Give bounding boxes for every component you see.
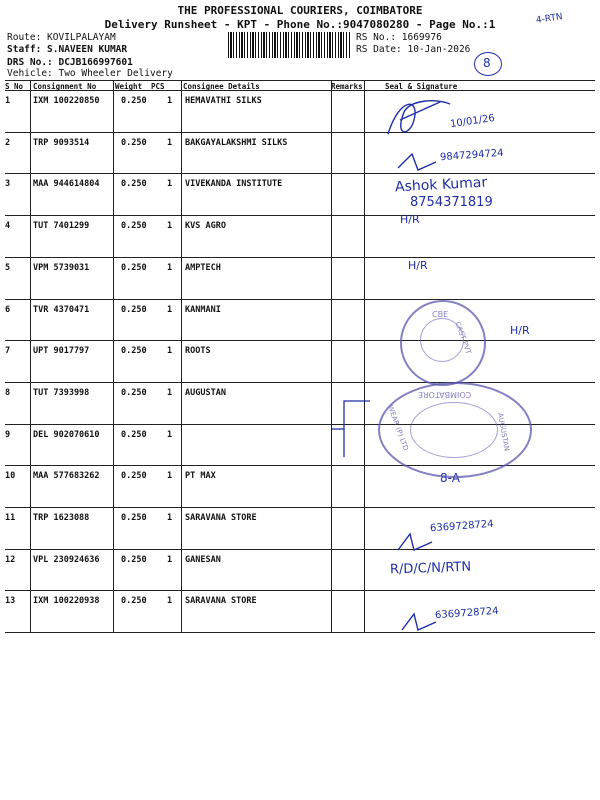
cell-consignee: KANMANI [185,304,221,315]
cell-consignee: SARAVANA STORE [185,596,257,607]
cell-weight: 0.250 [121,221,147,232]
row-divider [5,590,595,591]
cell-weight: 0.250 [121,554,147,565]
cell-consignment: TRP 1623088 [33,513,90,523]
cell-weight: 0.250 [121,346,147,357]
col-header-consignee: Consignee Details [183,82,260,91]
cell-weight: 0.250 [121,304,147,315]
stamp-large-side: AUGUSTAN [496,412,511,452]
cell-weight: 0.250 [121,179,147,190]
cell-consignment: IXM 100220938 [33,596,100,607]
cell-pcs: 1 [167,346,173,357]
cell-weight: 0.250 [121,137,147,148]
cell-consignee: AUGUSTAN [185,387,226,398]
handwritten-note: H/R [510,324,530,338]
handwritten-note: 10/01/26 [449,112,496,131]
cell-consignment: TUT 7393998 [33,387,90,398]
cell-pcs: 1 [167,471,173,482]
cell-consignment: TRP 9093514 [33,137,90,148]
cell-consignment: IXM 100220850 [33,96,100,106]
cell-consignment: DEL 902070610 [33,429,100,440]
cell-pcs: 1 [167,513,173,523]
row-divider [5,257,595,258]
row-divider [5,173,595,174]
row-divider [5,549,595,550]
cell-sno: 5 [5,262,11,273]
signature-scribble [392,148,442,178]
handwritten-note: Ashok Kumar [394,174,488,196]
handwritten-note: H/R [408,258,428,272]
cell-pcs: 1 [167,596,173,607]
runsheet-table [5,80,595,632]
stamp-large-top: COIMBATORE [418,390,472,399]
cell-weight: 0.250 [121,471,147,482]
cell-consignee: VIVEKANDA INSTITUTE [185,179,283,190]
cell-consignee: KVS AGRO [185,221,226,232]
cell-pcs: 1 [167,137,173,148]
barcode [228,32,350,58]
signature-scribble [380,90,460,150]
cell-consignment: TUT 7401299 [33,221,90,232]
col-header-pcs: PCS [151,82,165,91]
handwritten-note: H/R [400,213,420,227]
cell-pcs: 1 [167,387,173,398]
row-divider [5,507,595,508]
cell-pcs: 1 [167,179,173,190]
corner-note: 4-RTN [535,12,564,26]
cell-consignee: GANESAN [185,554,221,565]
cell-weight: 0.250 [121,96,147,106]
stamp-large-inner-ring [410,402,498,458]
vehicle-label: Vehicle: Two Wheeler Delivery [7,68,173,79]
cell-sno: 13 [5,596,16,607]
row-divider [5,382,595,383]
cell-consignment: UPT 9017797 [33,346,90,357]
rs-date: RS Date: 10-Jan-2026 [356,44,471,55]
cell-sno: 7 [5,346,11,357]
handwritten-phone: 8754371819 [410,195,493,211]
cell-sno: 1 [5,96,11,106]
cell-sno: 8 [5,387,11,398]
company-stamp-large [378,382,532,478]
col-header-sno: S No [5,82,24,91]
route-label: Route: KOVILPALAYAM [7,32,116,43]
row-divider [5,340,595,341]
handwritten-note: 8-A [440,471,460,486]
cell-sno: 9 [5,429,11,440]
signature-scribble [396,610,446,640]
stamp-large-left: WEAR (P) LTD [385,404,410,452]
table-top-rule [5,80,595,81]
cell-pcs: 1 [167,262,173,273]
stamp-small-text: CAST PVT [453,320,473,356]
col-header-remarks: Remarks [331,82,363,91]
staff-label: Staff: S.NAVEEN KUMAR [7,44,128,55]
cell-weight: 0.250 [121,513,147,523]
cell-consignment: TVR 4370471 [33,304,90,315]
bracket-scribble [330,395,380,465]
handwritten-note: 6369728724 [434,606,499,622]
drs-label: DRS No.: DCJB166997601 [7,57,133,68]
cell-weight: 0.250 [121,429,147,440]
cell-consignee: AMPTECH [185,262,221,273]
circled-mark-text: 8 [483,56,491,70]
cell-weight: 0.250 [121,596,147,607]
cell-consignee: BAKGAYALAKSHMI SILKS [185,137,288,148]
page-subtitle: Delivery Runsheet - KPT - Phone No.:9047080280 - Page No.:1 [104,18,496,31]
cell-sno: 3 [5,179,11,190]
cell-sno: 10 [5,471,16,482]
page-title: THE PROFESSIONAL COURIERS, COIMBATORE [177,4,423,17]
cell-consignment: MAA 944614804 [33,179,100,190]
row-divider [5,632,595,633]
handwritten-note: R/D/C/N/RTN [389,559,472,578]
cell-consignee: HEMAVATHI SILKS [185,96,262,106]
cell-sno: 2 [5,137,11,148]
handwritten-note: 6369728724 [429,518,494,535]
cell-pcs: 1 [167,221,173,232]
row-divider [5,299,595,300]
company-stamp-small [400,300,486,386]
cell-weight: 0.250 [121,387,147,398]
cell-consignment: MAA 577683262 [33,471,100,482]
handwritten-note: 9847294724 [439,147,504,163]
cell-pcs: 1 [167,554,173,565]
cell-consignment: VPL 230924636 [33,554,100,565]
cell-consignee: SARAVANA STORE [185,513,257,523]
cell-pcs: 1 [167,429,173,440]
cell-consignment: VPM 5739031 [33,262,90,273]
cell-sno: 4 [5,221,11,232]
cell-pcs: 1 [167,304,173,315]
row-divider [5,132,595,133]
cell-consignee: PT MAX [185,471,216,482]
cell-consignee: ROOTS [185,346,211,357]
signature-scribble [392,530,442,560]
stamp-small-label: CBE [432,310,449,319]
col-header-weight: Weight [115,82,143,91]
cell-pcs: 1 [167,96,173,106]
cell-sno: 12 [5,554,16,565]
cell-sno: 11 [5,513,16,523]
rs-number: RS No.: 1669976 [356,32,442,43]
col-header-consignment: Consignment No [33,82,97,91]
col-header-seal: Seal & Signature [385,82,458,91]
row-divider [5,215,595,216]
cell-sno: 6 [5,304,11,315]
cell-weight: 0.250 [121,262,147,273]
circled-mark [474,52,502,76]
